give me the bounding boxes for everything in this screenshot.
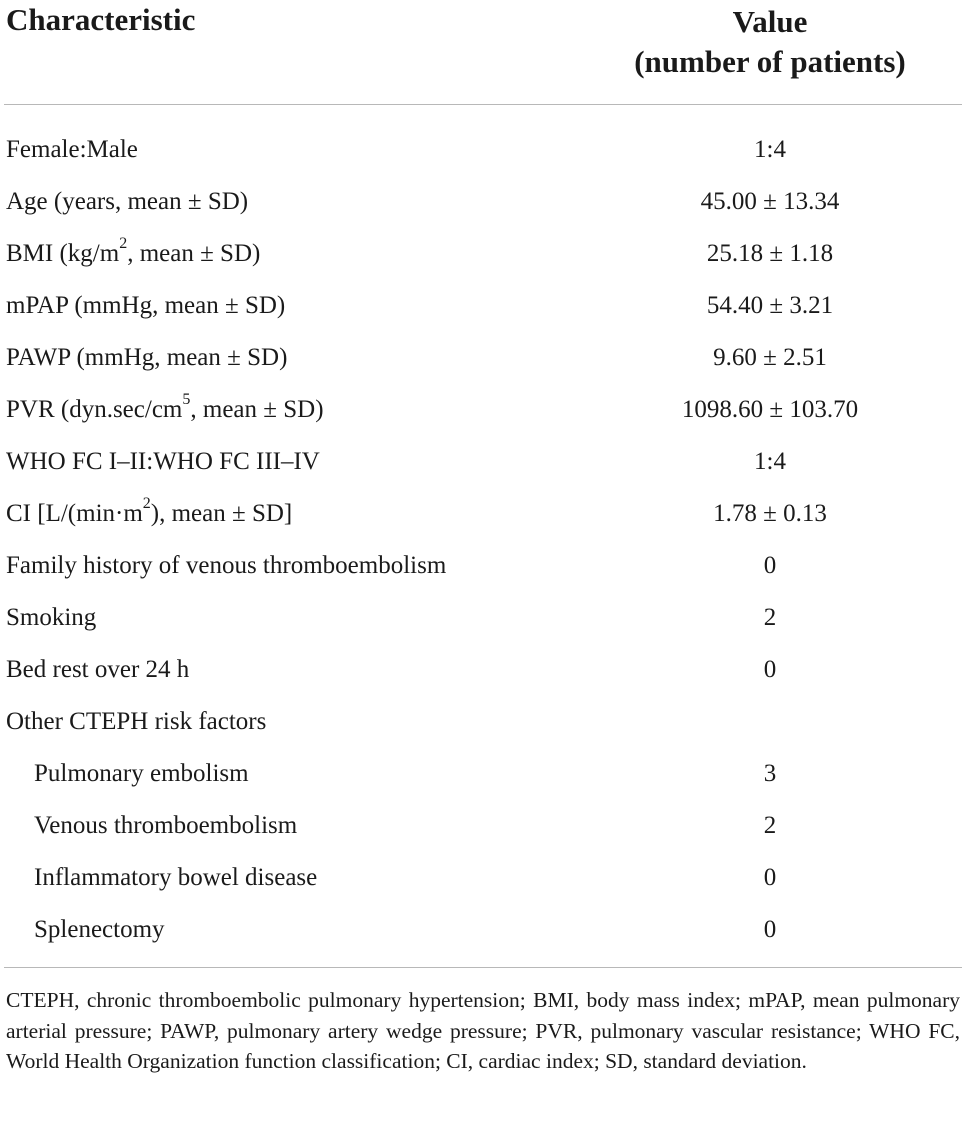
- table-header: [0, 0, 968, 104]
- table-row-sub: [0, 852, 968, 904]
- superscript: 2: [142, 494, 151, 512]
- superscript: 5: [182, 390, 191, 408]
- superscript: 2: [119, 234, 128, 252]
- column-header-characteristic: Characteristic: [6, 2, 196, 37]
- row-label-text: , mean ± SD): [190, 396, 324, 423]
- row-label: Female:Male: [6, 136, 138, 163]
- row-label: [6, 384, 324, 436]
- row-label: WHO FC I–II:WHO FC III–IV: [6, 448, 320, 475]
- table-row-sub: [0, 904, 968, 956]
- table-row-sub: [0, 800, 968, 852]
- row-label: Age (years, mean ± SD): [6, 188, 249, 215]
- row-value: 45.00 ± 13.34: [700, 188, 840, 215]
- row-value: 0: [763, 656, 777, 683]
- row-label: [6, 488, 292, 540]
- table-row: [0, 228, 968, 280]
- column-header-value: [580, 2, 960, 82]
- row-value: 1:4: [754, 136, 786, 163]
- row-label-text: BMI (kg/m: [6, 240, 120, 267]
- row-label-text: ), mean ± SD]: [150, 500, 293, 527]
- row-label: Splenectomy: [34, 916, 165, 943]
- row-value: 25.18 ± 1.18: [706, 240, 834, 267]
- table-footnote: CTEPH, chronic thromboembolic pulmonary hypertension; BMI, body mass index; mPAP, mean pulmonary arterial pressure; PAWP, pulmonary artery wedge pressure; PVR, pulmonary vascular resistance; WHO FC, World Health Organization function classification; CI, cardiac index; SD, standard deviation.: [6, 988, 960, 1073]
- table-row-sub: [0, 748, 968, 800]
- row-value: 2: [763, 604, 777, 631]
- row-value: 54.40 ± 3.21: [706, 292, 834, 319]
- column-header-value-line2: (number of patients): [634, 44, 906, 79]
- table-row: [0, 592, 968, 644]
- row-value: 9.60 ± 2.51: [713, 344, 827, 371]
- footer-divider: [4, 967, 962, 968]
- row-label: Bed rest over 24 h: [6, 656, 190, 683]
- row-label: Family history of venous thromboembolism: [6, 552, 447, 579]
- row-value: 2: [763, 812, 777, 839]
- row-label: Smoking: [6, 604, 97, 631]
- table-body: [0, 124, 968, 956]
- table-row: [0, 488, 968, 540]
- table-row: [0, 124, 968, 176]
- row-label: [6, 228, 260, 280]
- table-row: [0, 332, 968, 384]
- row-value: 0: [763, 552, 777, 579]
- row-label: Venous thromboembolism: [34, 812, 298, 839]
- column-header-value-line1: Value: [732, 4, 808, 39]
- row-value: 0: [763, 916, 777, 943]
- row-label: Inflammatory bowel disease: [34, 864, 318, 891]
- table-row: [0, 384, 968, 436]
- row-label: Pulmonary embolism: [34, 760, 249, 787]
- table-row: [0, 644, 968, 696]
- row-label-text: PVR (dyn.sec/cm: [6, 396, 183, 423]
- table-row: [0, 280, 968, 332]
- table-row: [0, 540, 968, 592]
- row-value: 1:4: [754, 448, 786, 475]
- header-divider: [4, 104, 962, 105]
- row-value: 0: [763, 864, 777, 891]
- row-value: 1098.60 ± 103.70: [681, 396, 859, 423]
- row-label: Other CTEPH risk factors: [6, 708, 267, 735]
- table-row: [0, 436, 968, 488]
- row-label: mPAP (mmHg, mean ± SD): [6, 292, 286, 319]
- row-value: 3: [763, 760, 777, 787]
- row-label: PAWP (mmHg, mean ± SD): [6, 344, 288, 371]
- table-row-group-heading: [0, 696, 968, 748]
- row-value: 1.78 ± 0.13: [713, 500, 827, 527]
- row-label-text: , mean ± SD): [127, 240, 261, 267]
- row-label-text: CI [L/(min·m: [6, 500, 143, 527]
- table-row: [0, 176, 968, 228]
